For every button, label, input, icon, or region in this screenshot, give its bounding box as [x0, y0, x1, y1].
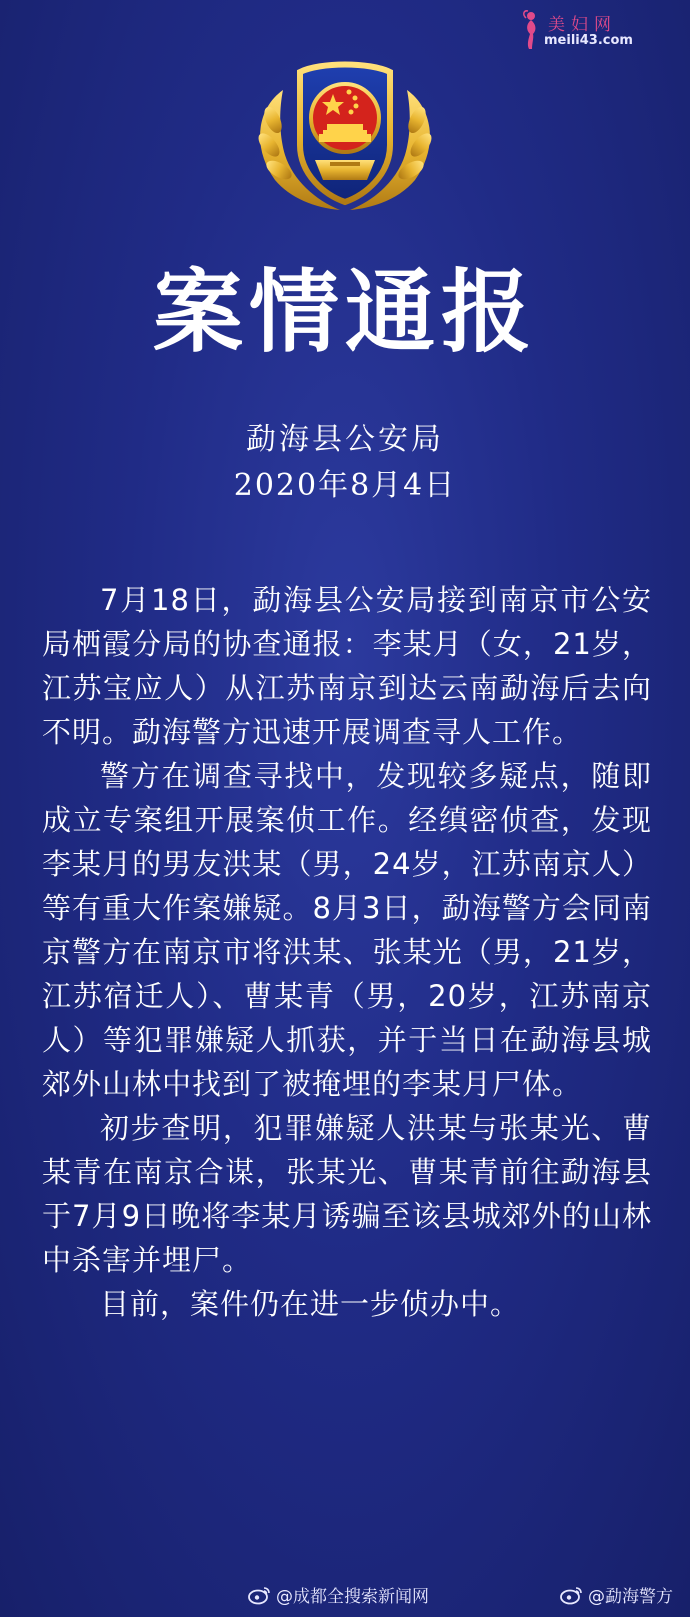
source-label: @成都全搜索新闻网 — [276, 1587, 429, 1607]
watermark-url: meili43.com — [544, 33, 633, 48]
issuer: 勐海县公安局 — [246, 422, 444, 457]
source-label: @勐海警方 — [588, 1587, 673, 1607]
watermark — [520, 8, 680, 52]
page-title: 案情通报 — [153, 259, 537, 365]
footer-source-right — [560, 1582, 673, 1607]
weibo-icon — [248, 1585, 272, 1605]
paragraph: 目前，案件仍在进一步侦办中。 — [100, 1287, 521, 1321]
footer-source-left — [248, 1582, 429, 1607]
police-emblem-icon — [245, 50, 445, 220]
paragraph: 7月18日，勐海县公安局接到南京市公安局栖霞分局的协查通报：李某月（女，21岁，江苏宝应人）从江苏南京到达云南勐海后去向不明。勐海警方迅速开展调查寻人工作。 — [42, 583, 652, 749]
paragraph: 警方在调查寻找中，发现较多疑点，随即成立专案组开展案侦工作。经缜密侦查，发现李某月的男友洪某（男，24岁，江苏南京人）等有重大作案嫌疑。8月3日，勐海警方会同南京警方在南京市将洪某、张某光（男，21岁，江苏宿迁人）、曹某青（男，20岁，江苏南京人）等犯罪嫌疑人抓获，并于当日在勐海县城郊外山林中找到了被掩埋的李某月尸体。 — [42, 759, 652, 1101]
watermark-site-name: 美妇网 — [548, 15, 617, 35]
notice-body — [42, 578, 652, 1326]
woman-silhouette-icon — [520, 10, 542, 50]
weibo-icon — [560, 1585, 584, 1605]
paragraph: 初步查明，犯罪嫌疑人洪某与张某光、曹某青在南京合谋，张某光、曹某青前往勐海县于7月9日晚将李某月诱骗至该县城郊外的山林中杀害并埋尸。 — [42, 1111, 652, 1277]
issue-date: 2020年8月4日 — [233, 468, 457, 503]
